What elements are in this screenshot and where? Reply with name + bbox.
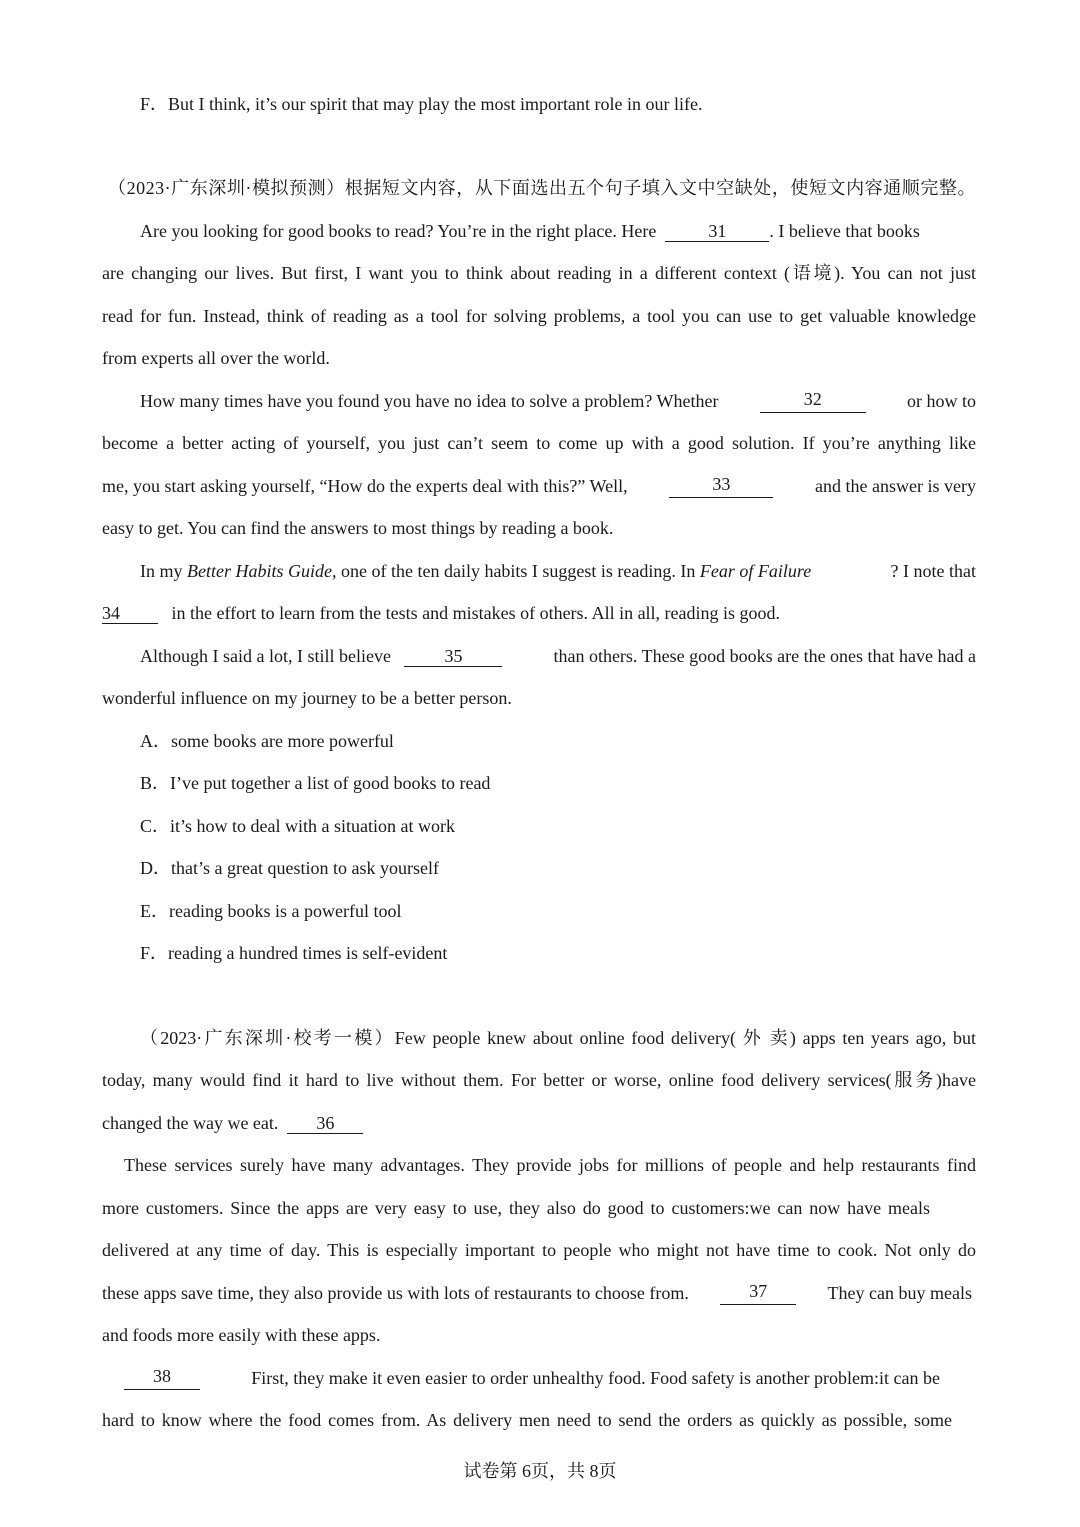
- blank-37[interactable]: 37: [720, 1281, 796, 1305]
- passage1-para1-line4: from experts all over the world.: [102, 348, 330, 368]
- blank-38[interactable]: 38: [124, 1366, 200, 1390]
- passage2-line9: 38 First, they make it even easier to order unhealthy food. Food safety is another problem:it can be: [124, 1366, 940, 1390]
- passage1-para1-line3: read for fun. Instead, think of reading as a tool for solving problems, a tool you can use to get valuable knowledge: [102, 306, 976, 326]
- blank-34[interactable]: 34: [102, 603, 158, 624]
- option-c: C．it’s how to deal with a situation at work: [140, 816, 455, 836]
- passage1-para3-line2: 34 in the effort to learn from the tests and mistakes of others. All in all, reading is good.: [102, 603, 781, 623]
- option-f: F．reading a hundred times is self-evident: [140, 943, 448, 963]
- prev-option-f: F．But I think, it’s our spirit that may play the most important role in our life.: [140, 94, 703, 114]
- blank-35[interactable]: 35: [404, 646, 502, 667]
- page-footer: 试卷第 6页，共 8页: [463, 1461, 617, 1481]
- passage2-line7: these apps save time, they also provide us with lots of restaurants to choose from. 37 They can buy meals: [102, 1281, 972, 1303]
- passage1-para4-line1: Although I said a lot, I still believe 35 than others. These good books are the ones that have had a: [140, 646, 976, 666]
- option-d: D．that’s a great question to ask yourself: [140, 858, 439, 878]
- passage2-line2: today, many would find it hard to live without them. For better or worse, online food delivery services(服务)have: [102, 1070, 976, 1090]
- passage1-para3-line1: In my Better Habits Guide, one of the ten daily habits I suggest is reading. In Fear of Failure ? I note that: [140, 561, 976, 581]
- option-a: A．some books are more powerful: [140, 731, 394, 751]
- book-title-better-habits: Better Habits Guide: [187, 561, 332, 581]
- passage1-para2-line2: become a better acting of yourself, you just can’t seem to come up with a good solution. If you’re anything like: [102, 433, 976, 453]
- passage2-line6: delivered at any time of day. This is especially important to people who might not have time to cook. Not only do: [102, 1240, 976, 1260]
- passage2-line5: more customers. Since the apps are very easy to use, they also do good to customers:we can now have meals: [102, 1198, 930, 1218]
- passage2-line10: hard to know where the food comes from. As delivery men need to send the orders as quickly as possible, some: [102, 1410, 952, 1430]
- passage1-para4-line2: wonderful influence on my journey to be a better person.: [102, 688, 512, 708]
- passage2-line3: changed the way we eat. 36: [102, 1111, 363, 1135]
- passage1-source: （2023·广东深圳·模拟预测）根据短文内容，从下面选出五个句子填入文中空缺处，使短文内容通顺完整。: [108, 178, 976, 198]
- passage1-para2-line3: me, you start asking yourself, “How do the experts deal with this?” Well, 33 and the answer is very: [102, 474, 976, 496]
- blank-33[interactable]: 33: [669, 474, 773, 498]
- blank-36[interactable]: 36: [287, 1113, 363, 1134]
- passage2-line8: and foods more easily with these apps.: [102, 1325, 381, 1345]
- passage1-para2-line1: How many times have you found you have no idea to solve a problem? Whether 32 or how to: [140, 389, 976, 411]
- passage2-line4: These services surely have many advantages. They provide jobs for millions of people and help restaurants find: [124, 1155, 976, 1175]
- book-title-fear-of-failure: Fear of Failure: [699, 561, 812, 581]
- blank-32[interactable]: 32: [760, 389, 866, 413]
- blank-31[interactable]: 31: [665, 221, 769, 242]
- option-e: E．reading books is a powerful tool: [140, 901, 402, 921]
- passage2-line1: （2023·广东深圳·校考一模）Few people knew about online food delivery( 外 卖) apps ten years ago, but: [140, 1028, 976, 1048]
- passage1-para2-line4: easy to get. You can find the answers to most things by reading a book.: [102, 518, 614, 538]
- passage1-para1-line1: Are you looking for good books to read? You’re in the right place. Here 31 . I believe that books: [140, 221, 920, 241]
- option-b: B．I’ve put together a list of good books to read: [140, 773, 491, 793]
- passage1-para1-line2: are changing our lives. But first, I want you to think about reading in a different context (语境). You can not just: [102, 263, 976, 283]
